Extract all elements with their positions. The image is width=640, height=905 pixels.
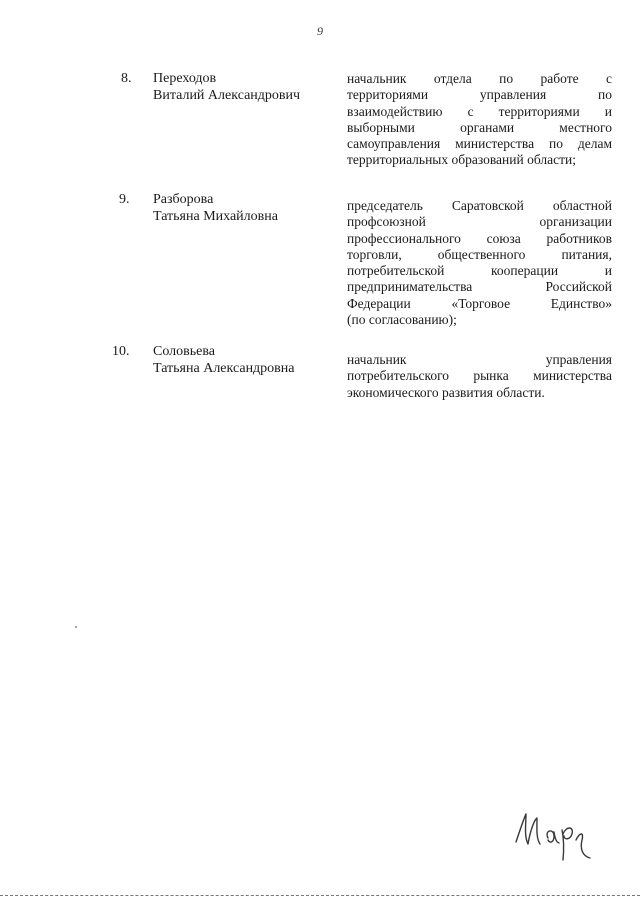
role-line: экономического развития области. — [347, 384, 545, 400]
role-line: председатель Саратовской областной — [347, 198, 612, 213]
role-line: территориальных образований области; — [347, 152, 576, 168]
given-names: Татьяна Александровна — [153, 360, 295, 376]
handwritten-signature — [510, 800, 600, 870]
role-line: потребительского рынка министерства — [347, 368, 612, 384]
position-description — [347, 71, 612, 169]
role-line: профессионального союза работников — [347, 230, 612, 246]
role-line: торговли, общественного питания, — [347, 246, 612, 262]
item-number: 8. — [121, 71, 132, 86]
role-line: выборными органами местного — [347, 119, 612, 135]
role-line: Федерации «Торговое Единство» — [347, 295, 612, 311]
role-line: самоуправления министерства по делам — [347, 136, 612, 152]
surname: Переходов — [153, 71, 217, 86]
role-line: потребительской кооперации и — [347, 263, 612, 279]
role-line: взаимодействию с территориями и — [347, 103, 612, 119]
page-number: 9 — [317, 24, 323, 38]
person-name — [153, 71, 300, 104]
role-line: начальник управления — [347, 352, 612, 367]
role-line: начальник отдела по работе с — [347, 71, 612, 86]
person-name — [153, 192, 278, 225]
role-line: профсоюзной организации — [347, 214, 612, 230]
role-line: территориями управления по — [347, 87, 612, 103]
scan-edge-line — [0, 895, 640, 896]
position-description — [347, 352, 612, 401]
given-names: Татьяна Михайловна — [153, 208, 278, 224]
role-line: предпринимательства Российской — [347, 279, 612, 295]
scan-speck — [75, 626, 77, 628]
position-description — [347, 198, 612, 328]
item-number: 10. — [112, 344, 130, 359]
given-names: Виталий Александрович — [153, 87, 301, 103]
item-number: 9. — [119, 192, 130, 207]
surname: Соловьева — [153, 344, 215, 359]
person-name — [153, 344, 295, 377]
surname: Разборова — [153, 192, 214, 207]
role-line: (по согласованию); — [347, 312, 457, 328]
